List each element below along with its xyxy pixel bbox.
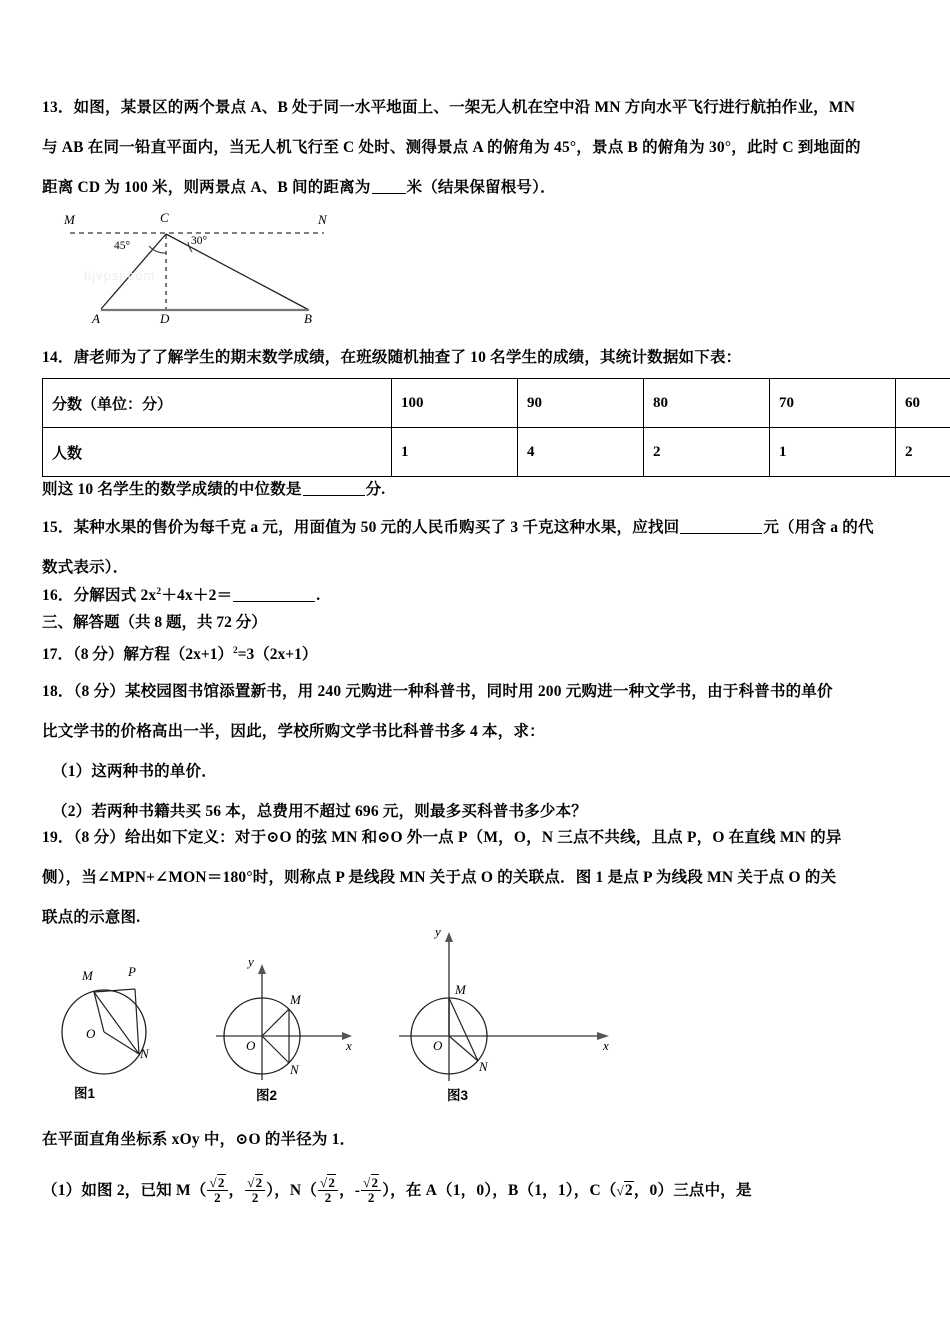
section-3-heading: 三、解答题（共 8 题，共 72 分） bbox=[42, 614, 267, 631]
radical-sign-icon: √ bbox=[320, 1175, 328, 1191]
trig-label-N: N bbox=[318, 212, 327, 227]
section-3-heading-wrapper bbox=[42, 608, 908, 638]
q15-text-a: 15．某种水果的售价为每千克 a 元，用面值为 50 元的人民币购买了 3 千克这种水果，应找回 bbox=[42, 519, 680, 536]
exam-page bbox=[42, 0, 920, 1344]
cell-count-1: 4 bbox=[518, 428, 644, 477]
axis-y-arrow-3 bbox=[445, 932, 453, 942]
q17-exponent: 2 bbox=[232, 646, 238, 656]
figure-3-svg bbox=[397, 926, 627, 1086]
radicand: 2 bbox=[624, 1182, 633, 1199]
radicand: 2 bbox=[328, 1175, 336, 1191]
fraction-m-x-denominator: 2 bbox=[214, 1189, 221, 1205]
fraction-n-y bbox=[361, 1176, 381, 1204]
fraction-m-x-numerator bbox=[207, 1176, 227, 1191]
q19-intro: 在平面直角坐标系 xOy 中，⊙O 的半径为 1． bbox=[42, 1131, 356, 1148]
q14-tail-b: 分. bbox=[365, 481, 386, 498]
fig3-label-x: x bbox=[603, 1038, 609, 1053]
axis-y-arrow-2 bbox=[258, 964, 266, 974]
fraction-n-y-denominator: 2 bbox=[367, 1189, 375, 1205]
q15-answer-blank[interactable] bbox=[680, 533, 762, 534]
trig-label-C: C bbox=[160, 210, 169, 225]
fig2-label-x: x bbox=[346, 1038, 352, 1053]
segment-OM-2 bbox=[262, 1009, 289, 1036]
question-19-body bbox=[42, 1120, 908, 1160]
fig2-label-N: N bbox=[290, 1062, 299, 1077]
fraction-m-y-denominator: 2 bbox=[251, 1189, 259, 1205]
q19-sub1-mid: ），N（ bbox=[266, 1182, 318, 1199]
q15-line1 bbox=[42, 508, 908, 548]
fraction-n-x-denominator: 2 bbox=[324, 1189, 332, 1205]
q18-sub1: （1）这两种书的单价． bbox=[52, 763, 217, 780]
fraction-m-y bbox=[245, 1176, 265, 1204]
trig-label-A: A bbox=[92, 311, 100, 326]
fig3-label-O: O bbox=[433, 1038, 443, 1053]
q15-line2: 数式表示）． bbox=[42, 559, 129, 576]
q19-line1: 19．（8 分）给出如下定义：对于⊙O 的弦 MN 和⊙O 外一点 P（M，O，N 三点不共线，且点 P，O 在直线 MN 的异 bbox=[42, 829, 842, 846]
q13-line3 bbox=[42, 168, 908, 208]
cell-row-label-scores: 分数（单位：分） bbox=[43, 379, 392, 428]
trig-label-M: M bbox=[64, 212, 75, 227]
radicand: 2 bbox=[255, 1175, 263, 1191]
cell-score-1: 90 bbox=[518, 379, 644, 428]
radicand: 2 bbox=[371, 1175, 379, 1191]
q16-suffix: . bbox=[316, 587, 321, 605]
question-17 bbox=[42, 636, 908, 670]
cell-count-2: 2 bbox=[644, 428, 770, 477]
q13-line1: 13．如图，某景区的两个景点 A、B 处于同一水平地面上、一架无人机在空中沿 MN 方向水平飞行进行航拍作业，MN bbox=[42, 99, 856, 116]
fig1-label-N: N bbox=[140, 1046, 149, 1061]
q14-tail-line bbox=[42, 470, 908, 510]
radical-sign-icon: √ bbox=[616, 1183, 624, 1198]
fig2-label-O: O bbox=[246, 1038, 256, 1053]
question-19 bbox=[42, 818, 908, 938]
figures-row bbox=[42, 924, 908, 1134]
line-CA bbox=[101, 234, 166, 309]
fig3-label-M: M bbox=[455, 982, 466, 997]
radical-sign-icon: √ bbox=[247, 1175, 255, 1191]
q13-line3-b: 米（结果保留根号）． bbox=[406, 179, 556, 196]
q16-answer-blank[interactable] bbox=[233, 601, 315, 602]
trig-angle-45-label: 45° bbox=[114, 240, 131, 252]
q14-text: 14．唐老师为了了解学生的期末数学成绩，在班级随机抽查了 10 名学生的成绩，其统计数据如下表： bbox=[42, 349, 742, 366]
fig1-caption: 图1 bbox=[74, 1086, 96, 1101]
fig3-label-N: N bbox=[479, 1059, 488, 1074]
figure-trigonometry bbox=[56, 206, 356, 328]
radical-sign-icon: √ bbox=[363, 1175, 371, 1191]
fig2-label-M: M bbox=[290, 992, 301, 1007]
fraction-n-y-numerator bbox=[361, 1176, 381, 1191]
question-18 bbox=[42, 672, 908, 832]
q19-comma-3: ，0）三点中，是 bbox=[633, 1182, 752, 1199]
q13-line2: 与 AB 在同一铅直平面内，当无人机飞行至 C 处时、测得景点 A 的俯角为 45°，景点 B 的俯角为 30°，此时 C 到地面的 bbox=[42, 139, 861, 156]
fig1-label-O: O bbox=[86, 1026, 96, 1041]
cell-count-3: 1 bbox=[770, 428, 896, 477]
q19-sub1-line bbox=[42, 1168, 932, 1214]
cell-row-label-counts: 人数 bbox=[43, 428, 392, 477]
q17-text-a: 17．（8 分）解方程（2x+1） bbox=[42, 646, 233, 664]
q17-text-b: =3（2x+1） bbox=[237, 646, 318, 664]
q14-answer-blank[interactable] bbox=[303, 495, 365, 496]
cell-score-4: 60 bbox=[896, 379, 950, 428]
question-14-tail bbox=[42, 470, 908, 510]
q18-line1: 18．（8 分）某校园图书馆添置新书，用 240 元购进一种科普书，同时用 200 元购进一种文学书，由于科普书的单价 bbox=[42, 683, 833, 700]
stats-table bbox=[42, 378, 950, 477]
q19-sub1-prefix: （1）如图 2，已知 M（ bbox=[42, 1182, 207, 1199]
fig2-label-y: y bbox=[248, 954, 254, 969]
q16-mid: ＋4x＋2＝ bbox=[161, 587, 233, 605]
fig3-label-y: y bbox=[435, 924, 441, 939]
segment-PN-1 bbox=[135, 989, 139, 1054]
trig-diagram-svg bbox=[56, 206, 356, 328]
radical-sign-icon: √ bbox=[209, 1175, 217, 1191]
question-13 bbox=[42, 88, 908, 208]
q19-line2: 侧），当∠MPN+∠MON＝180°时，则称点 P 是线段 MN 关于点 O 的关联点．图 1 是点 P 为线段 MN 关于点 O 的关 bbox=[42, 869, 837, 886]
figure-3 bbox=[397, 924, 627, 1103]
question-19-sub1 bbox=[42, 1168, 932, 1214]
fig1-label-P: P bbox=[128, 964, 136, 979]
figure-2 bbox=[214, 952, 394, 1103]
q16-exponent: 2 bbox=[156, 587, 162, 597]
cell-score-3: 70 bbox=[770, 379, 896, 428]
q13-answer-blank[interactable] bbox=[372, 193, 406, 194]
segment-ON-2 bbox=[262, 1036, 289, 1063]
cell-count-4: 2 bbox=[896, 428, 950, 477]
q19-minus-sign: - bbox=[354, 1182, 361, 1199]
q13-line3-a: 距离 CD 为 100 米，则两景点 A、B 间的距离为 bbox=[42, 179, 371, 196]
line-CB bbox=[166, 234, 309, 310]
watermark: hjvpsj.com bbox=[84, 268, 156, 283]
cell-score-2: 80 bbox=[644, 379, 770, 428]
segment-ON-1 bbox=[104, 1032, 139, 1054]
fraction-m-y-numerator bbox=[245, 1176, 265, 1191]
cell-score-0: 100 bbox=[392, 379, 518, 428]
figure-1 bbox=[52, 964, 202, 1101]
q18-line2: 比文学书的价格高出一半，因此，学校所购文学书比科普书多 4 本，求： bbox=[42, 723, 545, 740]
trig-label-B: B bbox=[304, 311, 312, 326]
q18-sub2: （2）若两种书籍共买 56 本，总费用不超过 696 元，则最多买科普书多少本？ bbox=[52, 803, 588, 820]
q19-line3: 联点的示意图. bbox=[42, 909, 141, 926]
trig-label-D: D bbox=[160, 311, 170, 326]
fraction-m-x bbox=[207, 1176, 227, 1204]
fraction-n-x-numerator bbox=[318, 1176, 338, 1191]
sqrt-c-value bbox=[617, 1182, 634, 1199]
figure-1-svg bbox=[52, 964, 202, 1082]
q19-comma-1: ， bbox=[228, 1182, 245, 1199]
segment-ON-3 bbox=[449, 1036, 478, 1061]
trig-angle-30-label: 30° bbox=[191, 235, 208, 247]
cell-count-0: 1 bbox=[392, 428, 518, 477]
fraction-n-x bbox=[318, 1176, 338, 1204]
fig2-caption: 图2 bbox=[256, 1088, 278, 1103]
arc-45 bbox=[149, 246, 166, 253]
table-row-scores bbox=[43, 379, 950, 428]
fig1-label-M: M bbox=[82, 968, 93, 983]
q14-tail-a: 则这 10 名学生的数学成绩的中位数是 bbox=[42, 481, 302, 498]
stats-table-wrapper bbox=[42, 372, 920, 481]
q16-prefix: 16．分解因式 2x bbox=[42, 587, 157, 605]
figure-2-svg bbox=[214, 952, 394, 1084]
q19-comma-2: ， bbox=[339, 1182, 355, 1199]
fig3-caption: 图3 bbox=[447, 1088, 469, 1103]
q15-text-b: 元（用含 a 的代 bbox=[763, 519, 874, 536]
q17-line bbox=[42, 636, 908, 670]
q19-sub1-after: ），在 A（1，0），B（1，1），C（ bbox=[382, 1182, 617, 1199]
radicand: 2 bbox=[217, 1175, 225, 1191]
